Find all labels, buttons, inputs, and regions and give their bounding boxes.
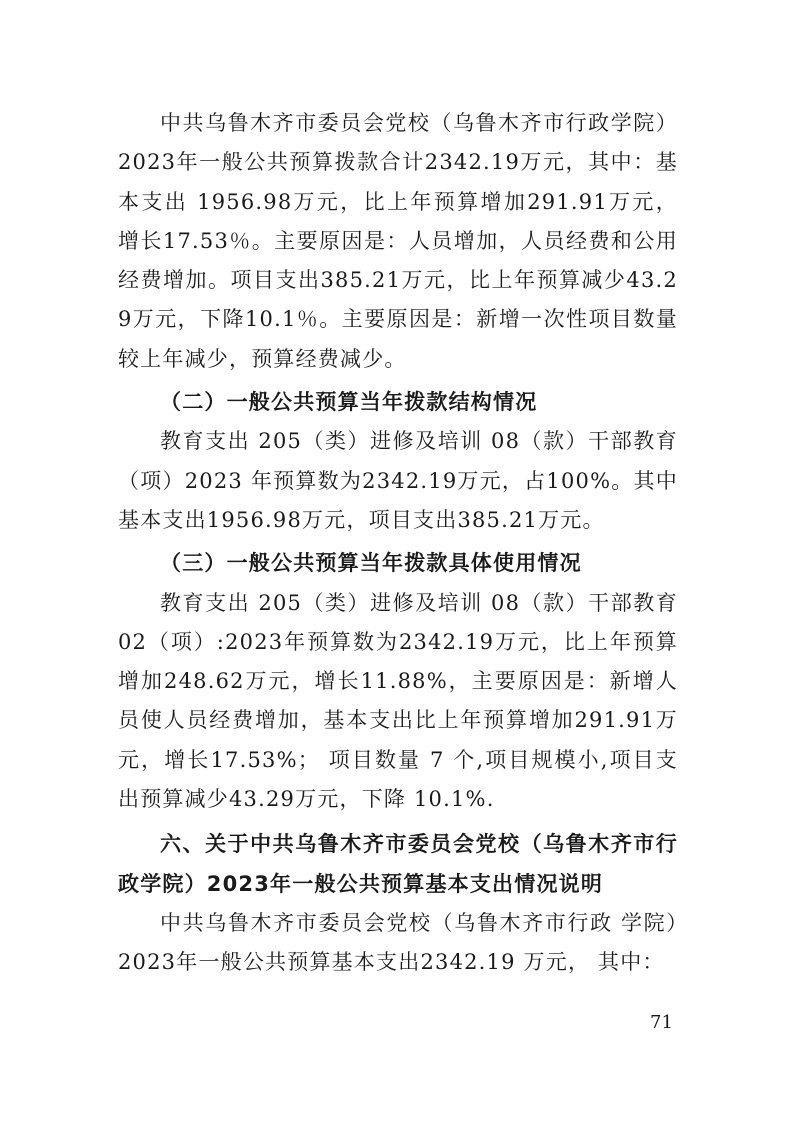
section-heading-allocation-structure: （二）一般公共预算当年拨款结构情况	[160, 390, 538, 415]
basic-expenditure-paragraph: 中共乌鲁木齐市委员会党校（乌鲁木齐市行政 学院）2023年一般公共预算基本支出2342.19 万元， 其中：	[118, 910, 678, 975]
page-number: 71	[650, 1012, 673, 1033]
section-heading-allocation-usage: （三）一般公共预算当年拨款具体使用情况	[160, 551, 582, 576]
budget-summary-paragraph: 中共乌鲁木齐市委员会党校（乌鲁木齐市行政学院）2023年一般公共预算拨款合计2342.19万元，其中：基本支出 1956.98万元，比上年预算增加291.91万元，增长17.53％。主要原因是：人员增加，人员经费和公用经费增加。项目支出385.21万元，比上年预算减少43.29万元，下降10.1％。主要原因是：新增一次性项目数量较上年减少，预算经费减少。	[118, 111, 678, 371]
document-page	[118, 104, 678, 983]
allocation-structure-paragraph: 教育支出 205（类）进修及培训 08（款）干部教育（项）2023 年预算数为2342.19万元，占100%。其中基本支出1956.98万元，项目支出385.21万元。	[118, 429, 678, 532]
section-heading-basic-expenditure: 六、关于中共乌鲁木齐市委员会党校（乌鲁木齐市行政学院）2023年一般公共预算基本支出情况说明	[118, 832, 678, 896]
allocation-usage-paragraph: 教育支出 205（类）进修及培训 08（款）干部教育 02（项）:2023年预算数为2342.19万元，比上年预算增加248.62万元，增长11.88%，主要原因是：新增人员使人员经费增加，基本支出比上年预算增加291.91万元，增长17.53%； 项目数量 7 个,项目规模小,项目支出预算减少43.29万元，下降 10.1%.	[118, 590, 678, 812]
